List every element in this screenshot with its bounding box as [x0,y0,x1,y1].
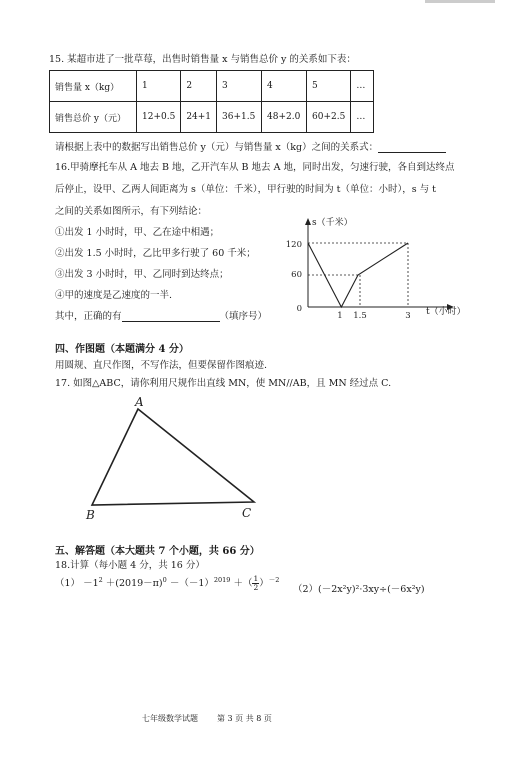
conclusion-3: ③出发 3 小时时，甲、乙同时到达终点； [55,269,229,280]
vertex-label-a: A [135,395,144,409]
answer-prefix: 其中，正确的有 [55,311,122,322]
exp-e: －2 [268,576,280,584]
answer-blank[interactable] [378,142,446,153]
table-cell: 24+1 [181,102,217,133]
q16-line-1: 16.甲骑摩托车从 A 地去 B 地，乙开汽车从 B 地去 A 地，同时出发，匀速行驶，各自到达终点 [55,162,455,173]
q15-ask-text: 请根据上表中的数据写出销售总价 y（元）与销售量 x（kg）之间的关系式： [55,142,379,153]
x-tick-label: 3 [405,311,411,321]
q18-text: 18.计算（每小题 4 分，共 16 分） [55,560,205,571]
term-d: ＋（ [233,578,253,590]
y-axis-arrow [305,218,311,225]
table-row [50,71,374,102]
term-e: ） [259,578,269,590]
table-cell: 2 [181,71,217,102]
y-tick-label: 0 [296,304,302,314]
table-cell: … [351,102,374,133]
triangle-shape [92,409,254,505]
q18-part1 [55,575,279,592]
vertex-label-b: B [86,508,95,522]
distance-line [308,243,408,307]
footer-subject: 七年级数学试题 [142,714,198,723]
fraction-denominator: 2 [253,583,259,593]
y-axis-label: s（千米） [312,218,353,228]
section4-note: 用圆规、直尺作图，不写作法，但要保留作图痕迹. [55,360,268,371]
table-cell: 36+1.5 [217,102,262,133]
section5-title: 五、解答题（本大题共 7 个小题，共 66 分） [55,546,260,557]
fraction-numerator: 1 [253,574,259,584]
part-index: （1） [55,578,81,590]
q17-text: 17. 如图△ABC，请你利用尺规作出直线 MN，使 MN//AB，且 MN 经过点 C. [55,378,392,389]
footer-page: 第 3 页 共 8 页 [217,714,272,723]
q18-part2: （2）(－2x²y)²·3xy÷(－6x²y) [293,584,425,595]
exp-a: 2 [98,576,103,584]
distance-time-graph [278,210,478,325]
term-b: ＋(2019－π) [105,578,163,590]
section4-title: 四、作图题（本题满分 4 分） [55,344,189,355]
term-c: －（－1） [169,578,214,590]
x-tick-label: 1.5 [353,311,367,321]
q16-line-2: 后停止，设甲、乙两人间距离为 s（单位：千米），甲行驶的时间为 t（单位：小时），s 与 t [55,184,436,195]
table-cell: 3 [217,71,262,102]
table-cell: 60+2.5 [307,102,351,133]
table-cell: 12+0.5 [137,102,181,133]
table-cell: 销售量 x（kg） [50,71,137,102]
conclusion-2: ②出发 1.5 小时时，乙比甲多行驶了 60 千米； [55,248,256,259]
conclusion-4: ④甲的速度是乙速度的一半. [55,290,173,301]
q15-text: 15. 某超市进了一批草莓，出售时销售量 x 与销售总价 y 的关系如下表： [49,54,356,65]
q16-line-3: 之间的关系如图所示，有下列结论： [55,206,208,217]
table-cell: 4 [262,71,307,102]
table-cell: 48+2.0 [262,102,307,133]
answer-blank[interactable] [122,311,220,322]
q15-ask [55,139,446,153]
y-tick-label: 120 [285,240,302,250]
table-row [50,102,374,133]
table-cell: 5 [307,71,351,102]
y-tick-label: 60 [291,270,302,280]
exp-b: 0 [162,576,167,584]
scan-mark [425,0,495,3]
table-cell: … [351,71,374,102]
table-cell: 1 [137,71,181,102]
sales-table [49,70,374,133]
vertex-label-c: C [242,506,252,520]
x-tick-label: 1 [337,311,343,321]
term-a: －1 [83,578,99,590]
table-cell: 销售总价 y（元） [50,102,137,133]
conclusion-1: ①出发 1 小时时，甲、乙在途中相遇； [55,227,220,238]
x-axis-label: t（小时） [426,307,466,317]
q16-answer-line [55,308,267,322]
triangle-abc [80,392,270,522]
answer-suffix: （填序号） [219,311,268,322]
exp-c: 2019 [213,576,231,584]
